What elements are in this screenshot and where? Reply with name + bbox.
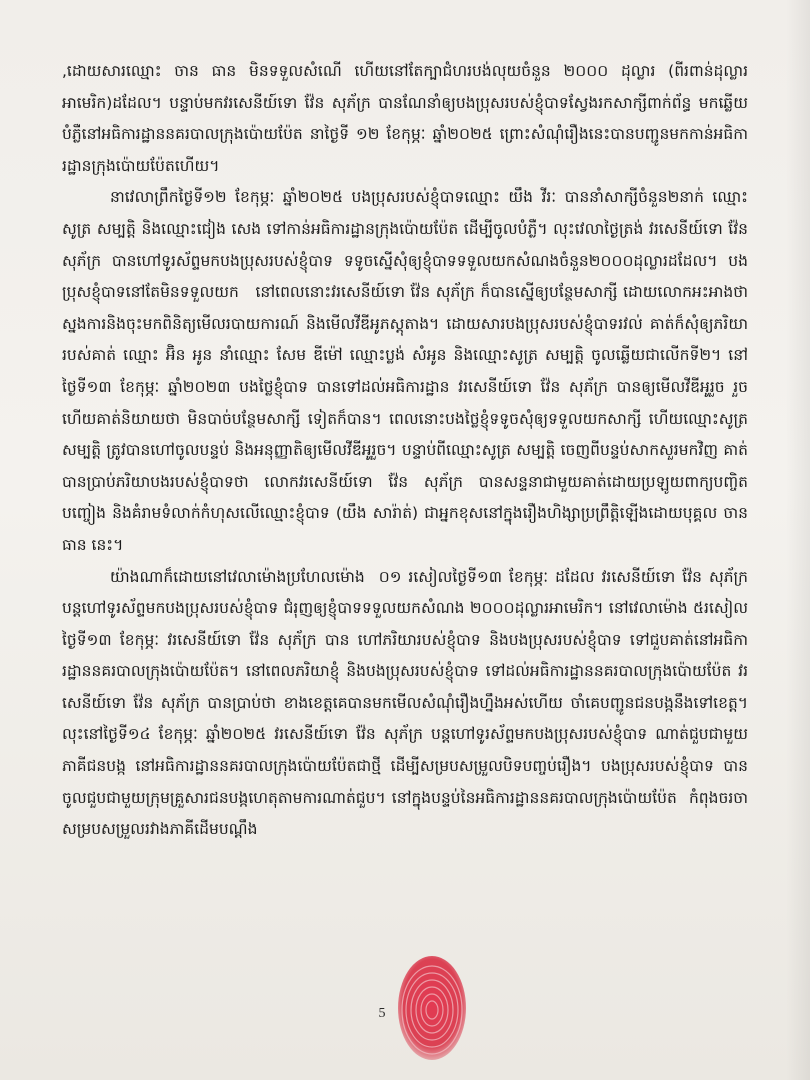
page-number: 5	[378, 1006, 386, 1021]
document-body	[62, 56, 753, 976]
paragraph-3: យ៉ាងណាក៏ដោយនៅវេលាម៉ោងប្រហែលម៉ោង ០១ រសៀលថ្ងៃទី១៣ ខែកុម្ភៈ ដដែល វរសេនីយ៍ទោ វ៉ែន សុភ័ក្រ បន្តហៅទូរស័ព្ទមកបងប្រុសរបស់ខ្ញុំបាទ ជំរុញឲ្យខ្ញុំបាទទទួលយកសំណង ២០០០ដុល្លារអាមេរិក។ នៅវេលាម៉ោង ៥រសៀលថ្ងៃទី១៣ ខែកុម្ភៈ វរសេនីយ៍ទោ វ៉ែន សុភ័ក្រ បាន ហៅភរិយារបស់ខ្ញុំបាទ និងបងប្រុសរបស់ខ្ញុំបាទ ទៅជួបគាត់នៅអធិការដ្ឋាននគរបាលក្រុងប៉ោយប៉ែត។ នៅពេលភរិយាខ្ញុំ និងបងប្រុសរបស់ខ្ញុំបាទ ទៅដល់អធិការដ្ឋាននគរបាលក្រុងប៉ោយប៉ែត វរសេនីយ៍ទោ វ៉ែន សុភ័ក្រ បានប្រាប់ថា ខាងខេត្តគេបានមកមើលសំណុំរឿងហ្នឹងអស់ហើយ ចាំគេបញ្ជូនជនបង្កនឹងទៅខេត្ត។ លុះនៅថ្ងៃទី១៤ ខែកុម្ភៈ ឆ្នាំ២០២៥ វរសេនីយ៍ទោ វ៉ែន សុភ័ក្រ បន្តហៅទូរស័ព្ទមកបងប្រុសរបស់ខ្ញុំបាទ ណាត់ជួបជាមួយភាគីជនបង្ក នៅអធិការដ្ឋាននគរបាលក្រុងប៉ោយប៉ែតជាថ្មី ដើម្បីសម្របសម្រួលបិទបញ្ចប់រឿង។ បងប្រុសរបស់ខ្ញុំបាទ បានចូលជួបជាមួយក្រុមគ្រួសារជនបង្កហេតុតាមការណាត់ជួប។ នៅក្នុងបន្ទប់នៃអធិការដ្ឋាននគរបាលក្រុងប៉ោយប៉ែត កំពុងចរចាសម្របសម្រួលរវាងភាគីដើមបណ្ដឹង	[62, 567, 753, 839]
page-edge-shadow	[786, 0, 810, 1080]
paragraph-2: នាវេលាព្រឹកថ្ងៃទី១២ ខែកុម្ភៈ ឆ្នាំ២០២៥ បងប្រុសរបស់ខ្ញុំបាទឈ្មោះ យឹង វីរៈ បាននាំសាក្សីចំនួន២នាក់ ឈ្មោះ សូត្រ សម្បត្តិ និងឈ្មោះជៀង សេង ទៅកាន់អធិការដ្ឋានក្រុងប៉ោយប៉ែត ដើម្បីចូលបំភ្លឺ។ លុះវេលាថ្ងៃត្រង់ វរសេនីយ៍ទោ វ៉ែន សុភ័ក្រ បានហៅទូរស័ព្ទមកបងប្រុសរបស់ខ្ញុំបាទ ទទូចស្នើសុំឲ្យខ្ញុំបាទទទួលយកសំណងចំនួន២០០០ដុល្លារដដែល។ បងប្រុសខ្ញុំបាទនៅតែមិនទទួលយក នៅពេលនោះវរសេនីយ៍ទោ វ៉ែន សុភ័ក្រ ក៏បានស្នើឲ្យបន្ថែមសាក្សី ដោយលោកអះអាងថា ស្នងការនិងចុះមកពិនិត្យមើលរបាយការណ៍ និងមើលវីឌីអូភស្តុតាង។ ដោយសារបងប្រុសរបស់ខ្ញុំបាទរវល់ គាត់ក៏សុំឲ្យភរិយារបស់គាត់ ឈ្មោះ អ៊ិន អូន នាំឈ្មោះ សែម ឌីម៉ៅ ឈ្មោះប្លង់ សំអូន និងឈ្មោះសូត្រ សម្បត្តិ ចូលឆ្លើយជាលើកទី២។ នៅថ្ងៃទី១៣ ខែកុម្ភៈ ឆ្នាំ២០២៣ បងថ្លៃខ្ញុំបាទ បានទៅដល់អធិការដ្ឋាន វរសេនីយ៍ទោ វ៉ែន សុភ័ក្រ បានឲ្យមើលវីឌីអូរួច រួចហើយគាត់និយាយថា មិនបាច់បន្ថែមសាក្សី ទៀតក៏បាន។ ពេលនោះបងថ្លៃខ្ញុំទទូចសុំឲ្យទទួលយកសាក្សី ហើយឈ្មោះសូត្រ សម្បត្តិ ត្រូវបានហៅចូលបន្ទប់ និងអនុញ្ញាតិឲ្យមើលវីឌីអូរួច។ បន្ទាប់ពីឈ្មោះសូត្រ សម្បត្តិ ចេញពីបន្ទប់សាកសួរមកវិញ គាត់បានប្រាប់ភរិយាបងរបស់ខ្ញុំបាទថា លោកវរសេនីយ៍ទោ វ៉ែន សុភ័ក្រ បានសន្ទនាជាមួយគាត់ដោយប្រឡូយពាក្យបញ្ចិតបញ្ចៀង និងគំរាមទំលាក់កំហុសលើឈ្មោះខ្ញុំបាទ (យឹង សារ៉ាត់) ជាអ្នកខុសនៅក្នុងរឿងហិង្សាប្រព្រឹត្តិឡើងដោយបុគ្គល ចាន ធាន នេះ។	[62, 188, 753, 554]
thumbprint-icon	[394, 950, 470, 1062]
paragraph-1: ,ដោយសារឈ្មោះ ចាន ធាន មិនទទួលសំណើ ហើយនៅតែក្បាជំហរបង់លុយចំនួន ២០០០ ដុល្លារ (ពីរពាន់ដុល្លារអាមេរិក)ដដែល។ បន្ទាប់មកវរសេនីយ៍ទោ វ៉ែន សុភ័ក្រ បានណែនាំឲ្យបងប្រុសរបស់ខ្ញុំបាទស្វែងរកសាក្សីពាក់ព័ន្ធ មកឆ្លើយបំភ្លឺនៅអធិការដ្ឋាននគរបាលក្រុងប៉ោយប៉ែត នាថ្ងៃទី ១២ ខែកុម្ភៈ ឆ្នាំ២០២៥ ព្រោះសំណុំរឿងនេះបានបញ្ជូនមកកាន់អធិការដ្ឋានក្រុងប៉ោយប៉ែតហើយ។	[62, 62, 748, 175]
